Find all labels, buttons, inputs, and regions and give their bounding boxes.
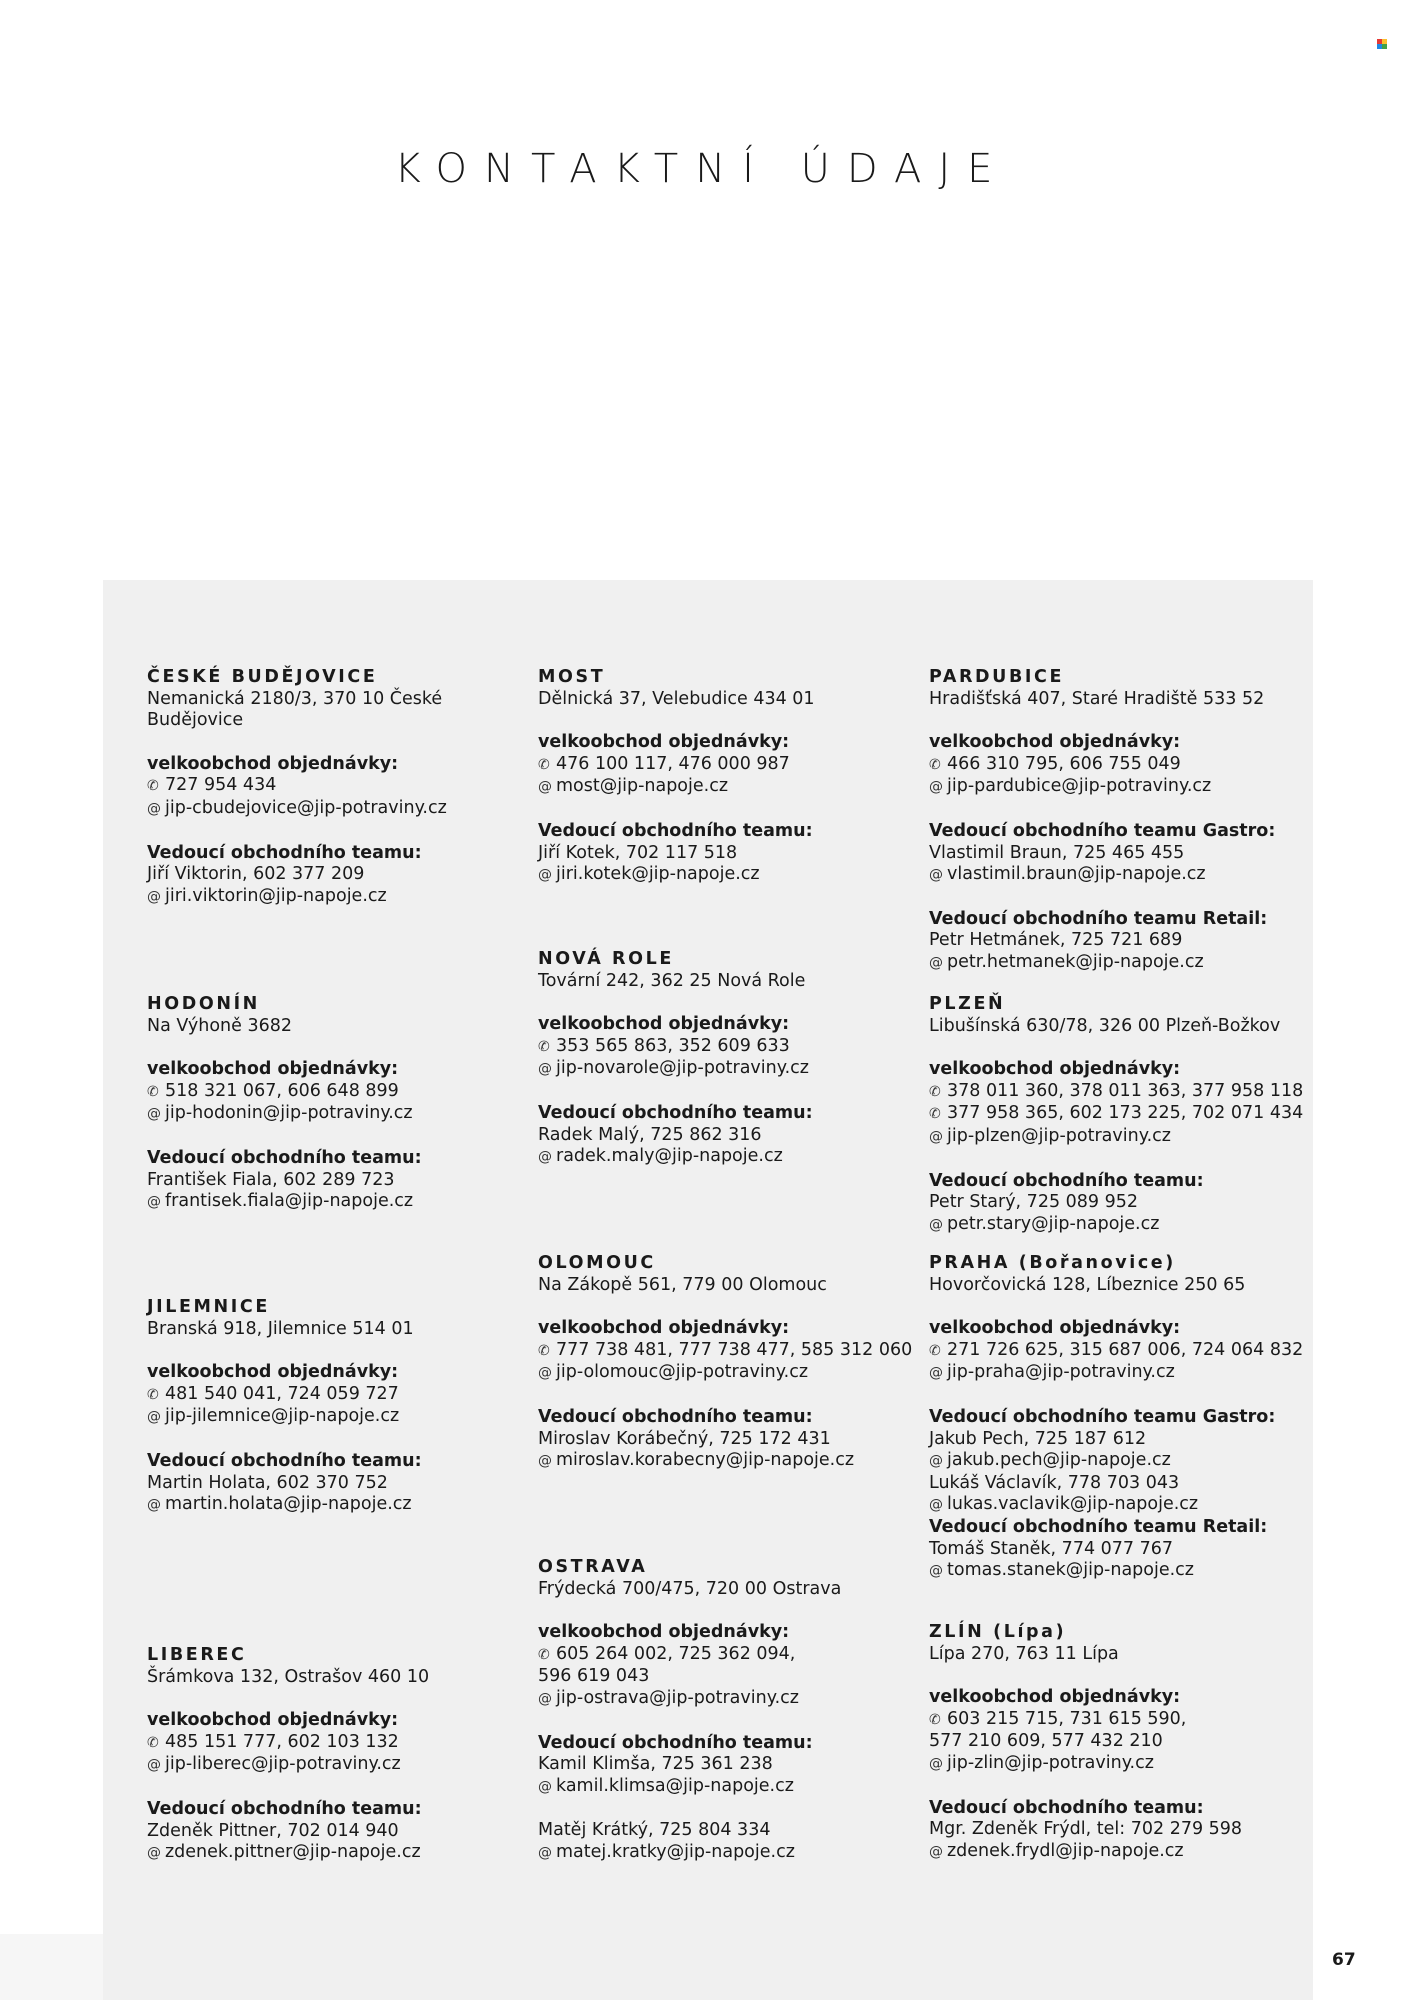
email-at-icon: @ [929,1755,943,1772]
team-lead-name: Vlastimil Braun, 725 465 455 [929,842,1185,863]
branch-olomouc [538,1253,928,1473]
team-lead-label: Vedoucí obchodního teamu: [147,842,422,863]
branch-plzen [929,994,1319,1236]
branch-address: Libušínská 630/78, 326 00 Plzeň-Božkov [929,1015,1281,1036]
email-line[interactable]: @ jip-novarole@jip-potraviny.cz [538,1058,928,1081]
email-at-icon: @ [147,1757,161,1774]
email-at-icon: @ [538,1844,552,1861]
orders-label: velkoobchod objednávky: [538,1318,790,1339]
phone-icon: ✆ [538,1342,550,1359]
branch-nova-role [538,949,928,1169]
orders-label: velkoobchod objednávky: [147,1710,399,1731]
phone-icon: ✆ [147,1386,159,1403]
team-lead-retail-label: Vedoucí obchodního teamu Retail: [929,1516,1268,1537]
phone-icon: ✆ [929,1711,941,1728]
phone-icon: ✆ [147,1083,159,1100]
email-at-icon: @ [929,1497,943,1514]
email-line[interactable]: @ vlastimil.braun@jip-napoje.cz [929,864,1319,887]
team-lead-label: Vedoucí obchodního teamu: [538,1102,813,1123]
email-line[interactable]: @ miroslav.korabecny@jip-napoje.cz [538,1450,928,1473]
team-lead-gastro-label: Vedoucí obchodního teamu Gastro: [929,820,1276,841]
branch-pardubice [929,667,1319,975]
phone-line: ✆ 777 738 481, 777 738 477, 585 312 060 [538,1340,928,1363]
email-line[interactable]: @ jip-jilemnice@jip-napoje.cz [147,1406,537,1429]
brand-logo-icon [1377,39,1387,49]
branch-address: Nemanická 2180/3, 370 10 České [147,688,443,709]
email-at-icon: @ [929,779,943,796]
email-at-icon: @ [147,1845,161,1862]
team-lead-name: Kamil Klimša, 725 361 238 [538,1754,773,1775]
email-at-icon: @ [929,954,943,971]
email-line[interactable]: @ zdenek.pittner@jip-napoje.cz [147,1842,537,1865]
email-line[interactable]: @ zdenek.frydl@jip-napoje.cz [929,1841,1319,1864]
phone-icon: ✆ [538,1646,550,1663]
team-lead-name: Lukáš Václavík, 778 703 043 [929,1472,1180,1493]
branch-city: PARDUBICE [929,667,1065,687]
branch-address: Frýdecká 700/475, 720 00 Ostrava [538,1578,842,1599]
email-line[interactable]: @ jakub.pech@jip-napoje.cz [929,1450,1319,1473]
branch-ostrava [538,1557,928,1865]
email-at-icon: @ [147,1106,161,1123]
email-line[interactable]: @ jip-hodonin@jip-potraviny.cz [147,1103,537,1126]
branch-city: ZLÍN (Lípa) [929,1622,1067,1642]
email-line[interactable]: @ jip-praha@jip-potraviny.cz [929,1362,1319,1385]
team-lead-name: Matěj Krátký, 725 804 334 [538,1820,771,1841]
branch-address: Hradišťská 407, Staré Hradiště 533 52 [929,688,1265,709]
email-line[interactable]: @ kamil.klimsa@jip-napoje.cz [538,1776,928,1799]
email-line[interactable]: @ petr.stary@jip-napoje.cz [929,1214,1319,1237]
contacts-panel [103,580,1313,2000]
branch-city: PRAHA (Bořanovice) [929,1253,1176,1273]
page-title: KONTAKTNÍ ÚDAJE [394,146,1010,192]
email-at-icon: @ [538,779,552,796]
phone-icon: ✆ [538,756,550,773]
email-at-icon: @ [538,1365,552,1382]
phone-line-continued: 577 210 609, 577 432 210 [929,1731,1163,1752]
orders-label: velkoobchod objednávky: [538,1622,790,1643]
branch-most [538,667,928,887]
phone-line: ✆ 485 151 777, 602 103 132 [147,1732,537,1755]
email-line[interactable]: @ matej.kratky@jip-napoje.cz [538,1842,928,1865]
team-lead-name: Jakub Pech, 725 187 612 [929,1428,1147,1449]
branch-address: Šrámkova 132, Ostrašov 460 10 [147,1666,430,1687]
email-at-icon: @ [929,867,943,884]
phone-icon: ✆ [538,1038,550,1055]
phone-icon: ✆ [929,756,941,773]
email-line[interactable]: @ tomas.stanek@jip-napoje.cz [929,1560,1319,1583]
phone-line: ✆ 377 958 365, 602 173 225, 702 071 434 [929,1103,1319,1126]
team-lead-retail-label: Vedoucí obchodního teamu Retail: [929,908,1268,929]
phone-line-continued: 596 619 043 [538,1666,650,1687]
team-lead-name: Martin Holata, 602 370 752 [147,1472,388,1493]
branch-city: LIBEREC [147,1645,247,1665]
phone-line: ✆ 271 726 625, 315 687 006, 724 064 832 [929,1340,1319,1363]
orders-label: velkoobchod objednávky: [147,1362,399,1383]
email-line[interactable]: @ jip-cbudejovice@jip-potraviny.cz [147,798,537,821]
branch-address: Tovární 242, 362 25 Nová Role [538,970,806,991]
branch-ceske-budejovice [147,667,537,908]
email-line[interactable]: @ jip-olomouc@jip-potraviny.cz [538,1362,928,1385]
branch-city: OLOMOUC [538,1253,656,1273]
email-line[interactable]: @ petr.hetmanek@jip-napoje.cz [929,952,1319,975]
branch-address: Hovorčovická 128, Líbeznice 250 65 [929,1274,1246,1295]
orders-label: velkoobchod objednávky: [929,1318,1181,1339]
team-lead-label: Vedoucí obchodního teamu: [147,1450,422,1471]
email-at-icon: @ [538,1149,552,1166]
email-at-icon: @ [147,1194,161,1211]
email-line[interactable]: @ most@jip-napoje.cz [538,776,928,799]
team-lead-label: Vedoucí obchodního teamu: [538,820,813,841]
team-lead-name: Jiří Viktorin, 602 377 209 [147,864,365,885]
email-line[interactable]: @ jip-plzen@jip-potraviny.cz [929,1126,1319,1149]
email-at-icon: @ [929,1843,943,1860]
orders-label: velkoobchod objednávky: [538,1014,790,1035]
team-lead-name: Tomáš Staněk, 774 077 767 [929,1538,1174,1559]
phone-line: ✆ 518 321 067, 606 648 899 [147,1081,537,1104]
orders-label: velkoobchod objednávky: [147,1059,399,1080]
email-line[interactable]: @ jip-zlin@jip-potraviny.cz [929,1753,1319,1776]
team-lead-name: Radek Malý, 725 862 316 [538,1124,762,1145]
phone-line: ✆ 603 215 715, 731 615 590, [929,1709,1319,1732]
email-line[interactable]: @ jip-ostrava@jip-potraviny.cz [538,1688,928,1711]
phone-icon: ✆ [929,1342,941,1359]
phone-line: ✆ 727 954 434 [147,775,537,798]
bottom-strip [0,1934,103,2000]
team-lead-label: Vedoucí obchodního teamu: [538,1406,813,1427]
phone-icon: ✆ [929,1083,941,1100]
phone-line: ✆ 481 540 041, 724 059 727 [147,1384,537,1407]
phone-line: ✆ 378 011 360, 378 011 363, 377 958 118 [929,1081,1319,1104]
email-line[interactable]: @ jip-pardubice@jip-potraviny.cz [929,776,1319,799]
email-at-icon: @ [929,1453,943,1470]
team-lead-name: Zdeněk Pittner, 702 014 940 [147,1820,399,1841]
branch-address: Na Zákopě 561, 779 00 Olomouc [538,1274,827,1295]
email-line[interactable]: @ frantisek.fiala@jip-napoje.cz [147,1191,537,1214]
email-line[interactable]: @ jiri.viktorin@jip-napoje.cz [147,886,537,909]
branch-address: Dělnická 37, Velebudice 434 01 [538,688,815,709]
orders-label: velkoobchod objednávky: [929,732,1181,753]
branch-city: JILEMNICE [147,1297,270,1317]
email-at-icon: @ [929,1563,943,1580]
branch-address: Na Výhoně 3682 [147,1015,292,1036]
email-line[interactable]: @ jip-liberec@jip-potraviny.cz [147,1754,537,1777]
branch-address: Budějovice [147,710,244,731]
email-at-icon: @ [147,1409,161,1426]
email-line[interactable]: @ martin.holata@jip-napoje.cz [147,1494,537,1517]
orders-label: velkoobchod objednávky: [929,1687,1181,1708]
email-at-icon: @ [538,1453,552,1470]
email-line[interactable]: @ lukas.vaclavik@jip-napoje.cz [929,1494,1319,1517]
branch-address: Branská 918, Jilemnice 514 01 [147,1318,414,1339]
email-at-icon: @ [147,1497,161,1514]
branch-praha [929,1253,1319,1583]
team-lead-label: Vedoucí obchodního teamu: [147,1147,422,1168]
branch-city: OSTRAVA [538,1557,648,1577]
branch-jilemnice [147,1297,537,1517]
phone-line: ✆ 476 100 117, 476 000 987 [538,754,928,777]
team-lead-name: Miroslav Korábečný, 725 172 431 [538,1428,831,1449]
branch-address: Lípa 270, 763 11 Lípa [929,1643,1119,1664]
email-at-icon: @ [147,800,161,817]
email-at-icon: @ [538,1061,552,1078]
email-at-icon: @ [538,1778,552,1795]
page-number: 67 [1332,1950,1356,1970]
email-at-icon: @ [929,1216,943,1233]
orders-label: velkoobchod objednávky: [147,753,399,774]
phone-line: ✆ 605 264 002, 725 362 094, [538,1644,928,1667]
team-lead-label: Vedoucí obchodního teamu: [538,1732,813,1753]
team-lead-label: Vedoucí obchodního teamu: [147,1798,422,1819]
branch-zlin [929,1622,1319,1863]
phone-line: ✆ 466 310 795, 606 755 049 [929,754,1319,777]
email-at-icon: @ [538,1690,552,1707]
email-at-icon: @ [538,867,552,884]
branch-liberec [147,1645,537,1865]
team-lead-label: Vedoucí obchodního teamu: [929,1170,1204,1191]
team-lead-gastro-label: Vedoucí obchodního teamu Gastro: [929,1406,1276,1427]
team-lead-label: Vedoucí obchodního teamu: [929,1797,1204,1818]
branch-city: PLZEŇ [929,994,1006,1014]
branch-city: ČESKÉ BUDĚJOVICE [147,667,378,687]
branch-hodonin [147,994,537,1214]
branch-city: MOST [538,667,606,687]
team-lead-name: Jiří Kotek, 702 117 518 [538,842,738,863]
team-lead-name: Petr Hetmánek, 725 721 689 [929,930,1183,951]
phone-icon: ✆ [147,1734,159,1751]
team-lead-name: František Fiala, 602 289 723 [147,1169,395,1190]
email-line[interactable]: @ jiri.kotek@jip-napoje.cz [538,864,928,887]
branch-city: HODONÍN [147,994,260,1014]
email-at-icon: @ [929,1365,943,1382]
phone-line: ✆ 353 565 863, 352 609 633 [538,1036,928,1059]
email-line[interactable]: @ radek.maly@jip-napoje.cz [538,1146,928,1169]
phone-icon: ✆ [147,778,159,795]
team-lead-name: Petr Starý, 725 089 952 [929,1192,1139,1213]
team-lead-name: Mgr. Zdeněk Frýdl, tel: 702 279 598 [929,1819,1243,1840]
branch-city: NOVÁ ROLE [538,949,674,969]
email-at-icon: @ [929,1128,943,1145]
phone-icon: ✆ [929,1106,941,1123]
orders-label: velkoobchod objednávky: [929,1059,1181,1080]
email-at-icon: @ [147,888,161,905]
orders-label: velkoobchod objednávky: [538,732,790,753]
